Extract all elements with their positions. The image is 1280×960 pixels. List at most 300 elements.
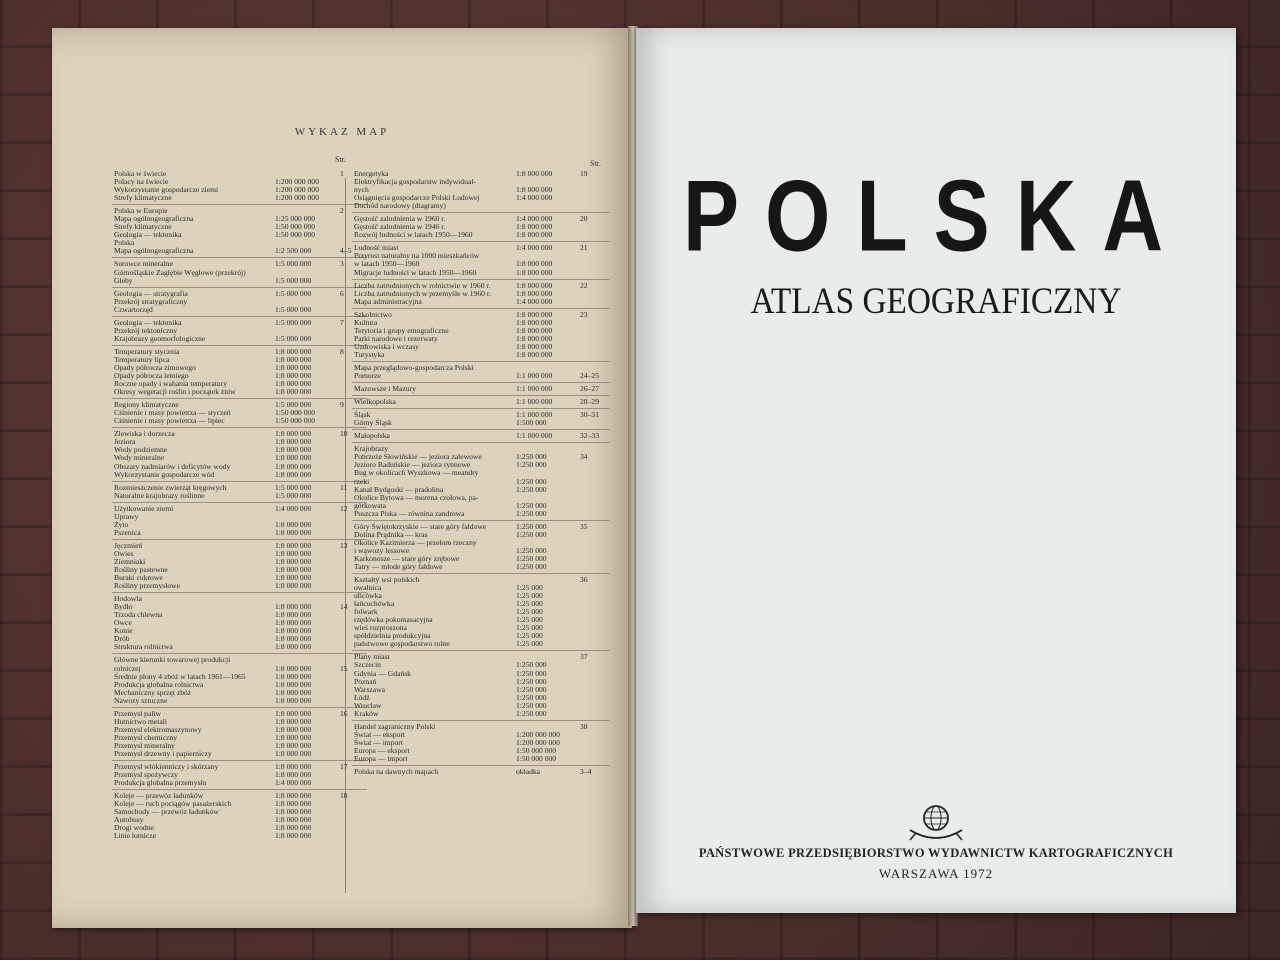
toc-entry-scale: 1:25 000 — [516, 623, 543, 633]
toc-entry-scale: 1:8 000 000 — [275, 565, 312, 575]
toc-entry-name: Wykorzystanie gospodarcze wód — [114, 469, 215, 479]
toc-group — [352, 443, 610, 520]
toc-row — [352, 494, 610, 502]
toc-entry-page: 14 — [340, 602, 348, 612]
toc-entry-name: Świat — import — [354, 737, 403, 747]
toc-row — [112, 269, 367, 277]
toc-entry-page: 30–31 — [580, 410, 599, 420]
toc-entry-name: Koleje — ruch pociągów pasażerskich — [114, 799, 232, 809]
toc-row — [352, 694, 610, 702]
toc-entry-scale: 1:8 000 000 — [275, 573, 312, 583]
toc-entry-scale: 1:5 000 000 — [275, 490, 312, 500]
toc-entry-scale: 1:1 000 000 — [516, 371, 553, 381]
toc-row — [352, 231, 610, 239]
toc-entry-scale: 1:8 000 000 — [275, 581, 312, 591]
toc-entry-name: łańcuchówka — [354, 599, 395, 609]
toc-entry-page: 8 — [340, 346, 344, 356]
toc-entry-name: Przekrój stratygraficzny — [114, 296, 188, 306]
toc-entry-name: Strefy klimatyczne — [114, 222, 172, 232]
toc-entry-name: Okolice Kazimierza — przełom rzeczny — [354, 537, 477, 547]
toc-entry-scale: 1:500 000 — [516, 418, 547, 428]
toc-group — [112, 205, 367, 258]
toc-entry-scale: 1:8 000 000 — [275, 823, 312, 833]
toc-entry-scale: 1:5 000 000 — [275, 482, 312, 492]
toc-entry-name: Okolice Bytowa — morena czołowa, pa- — [354, 492, 479, 502]
toc-entry-scale: 1:8 000 000 — [516, 288, 553, 298]
toc-entry-scale: 1:8 000 000 — [516, 325, 553, 335]
toc-entry-scale: 1:8 000 000 — [275, 791, 312, 801]
toc-entry-scale: okładka — [516, 767, 541, 777]
toc-row — [112, 643, 367, 651]
toc-entry-name: wieś rozproszona — [354, 623, 407, 633]
toc-entry-name: Wody podziemne — [114, 445, 168, 455]
toc-entry-scale: 1:5 000 000 — [275, 288, 312, 298]
toc-entry-name: rzędówka pokomasacyjna — [354, 615, 433, 625]
toc-entry-name: Jezioro Raduńskie — jeziora rynnowe — [354, 460, 471, 470]
toc-entry-name: ulicówka — [354, 591, 382, 601]
toc-entry-name: Terytoria i grupy etnograficzne — [354, 325, 449, 335]
toc-row — [112, 277, 367, 285]
toc-entry-name: Opady półrocza letniego — [114, 371, 189, 381]
toc-entry-name: Bydło — [114, 602, 133, 612]
toc-entry-scale: 1:25 000 — [516, 615, 543, 625]
toc-entry-name: Produkcja globalna przemysłu — [114, 778, 207, 788]
toc-entry-name: Kultura — [354, 317, 378, 327]
toc-row — [112, 627, 367, 635]
toc-row — [352, 432, 610, 440]
toc-group — [352, 242, 610, 279]
toc-entry-page: 2 — [340, 206, 344, 216]
toc-row — [352, 311, 610, 319]
toc-entry-name: Dolina Prądnika — kras — [354, 529, 428, 539]
toc-entry-scale: 1:8 000 000 — [275, 346, 312, 356]
toc-entry-page: 22 — [580, 280, 588, 290]
toc-entry-name: Kraków — [354, 708, 379, 718]
toc-entry-name: Góry Świętokrzyskie — stare góry fałdowe — [354, 521, 487, 531]
toc-row — [112, 595, 367, 603]
toc-entry-scale: 1:8 000 000 — [516, 185, 553, 195]
toc-entry-scale: 1:8 000 000 — [275, 387, 312, 397]
toc-entry-page: 38 — [580, 721, 588, 731]
toc-entry-name: Hodowla — [114, 594, 142, 604]
toc-entry-scale: 1:8 000 000 — [275, 799, 312, 809]
toc-entry-name: Roczne opady i wahania temperatury — [114, 379, 228, 389]
toc-entry-scale: 1:50 000 000 — [516, 745, 557, 755]
toc-group — [112, 540, 367, 593]
toc-row — [352, 563, 610, 571]
toc-group — [352, 362, 610, 383]
toc-entry-name: Mapa administracyjna — [354, 296, 422, 306]
toc-entry-scale: 1:250 000 — [516, 684, 547, 694]
toc-entry-scale: 1:8 000 000 — [275, 815, 312, 825]
toc-entry-name: spółdzielnia produkcyjna — [354, 631, 431, 641]
toc-row — [352, 469, 610, 477]
toc-entry-name: Mechaniczny sprzęt zbóż — [114, 687, 192, 697]
toc-entry-name: Okresy wegetacji roślin i początek żniw — [114, 387, 236, 397]
toc-entry-scale: 1:250 000 — [516, 545, 547, 555]
toc-entry-name: Geologia — stratygrafia — [114, 288, 188, 298]
toc-entry-scale: 1:25 000 — [516, 631, 543, 641]
toc-entry-scale: 1:8 000 000 — [516, 317, 553, 327]
toc-row — [352, 702, 610, 710]
toc-entry-name: Tatry — młode góry fałdowe — [354, 561, 443, 571]
toc-entry-name: Pszenica — [114, 527, 141, 537]
toc-entry-name: Polacy na świecie — [114, 177, 169, 187]
toc-entry-scale: 1:8 000 000 — [516, 222, 553, 232]
toc-entry-scale: 1:200 000 000 — [275, 177, 319, 187]
toc-entry-name: Turystyka — [354, 349, 385, 359]
toc-entry-name: Osiągnięcia gospodarcze Polski Ludowej — [354, 193, 480, 203]
toc-entry-scale: 1:8 000 000 — [275, 732, 312, 742]
toc-entry-name: Konie — [114, 626, 133, 636]
toc-row — [352, 269, 610, 277]
toc-entry-name: Owce — [114, 618, 132, 628]
toc-entry-scale: 1:200 000 000 — [516, 737, 560, 747]
toc-entry-scale: 1:50 000 000 — [275, 222, 316, 232]
toc-entry-name: Górnośląskie Zagłębie Węglowe (przekrój) — [114, 267, 246, 277]
toc-entry-scale: 1:250 000 — [516, 476, 547, 486]
toc-entry-name: Linie lotnicze — [114, 831, 156, 841]
toc-entry-scale: 1:4 000 000 — [516, 243, 553, 253]
toc-entry-name: rolniczej — [114, 663, 141, 673]
toc-group — [352, 521, 610, 574]
toc-entry-scale: 1:8 000 000 — [275, 371, 312, 381]
toc-entry-name: Wielkopolska — [354, 397, 396, 407]
toc-group — [352, 409, 610, 430]
toc-entry-scale: 1:25 000 — [516, 591, 543, 601]
toc-entry-name: Naturalne krajobrazy roślinne — [114, 490, 205, 500]
toc-entry-scale: 1:250 000 — [516, 692, 547, 702]
toc-entry-scale: 1:250 000 — [516, 708, 547, 718]
toc-row — [112, 505, 367, 513]
toc-entry-name: Świat — eksport — [354, 729, 406, 739]
toc-entry-name: Główne kierunki towarowej produkcji — [114, 655, 231, 665]
toc-group — [352, 213, 610, 242]
toc-row — [112, 656, 367, 664]
toc-entry-name: Wody mineralne — [114, 453, 165, 463]
toc-entry-scale: 1:8 000 000 — [275, 663, 312, 673]
toc-entry-scale: 1:250 000 — [516, 660, 547, 670]
toc-entry-scale: 1:8 000 000 — [516, 267, 553, 277]
toc-right-column — [352, 168, 610, 778]
toc-entry-name: Polska w świecie — [114, 169, 167, 178]
toc-entry-name: Uzdrowiska i wczasy — [354, 341, 419, 351]
toc-entry-name: Gleby — [114, 275, 133, 285]
toc-entry-page: 37 — [580, 652, 588, 662]
toc-entry-name: Krajobrazy — [354, 444, 389, 454]
toc-group — [112, 399, 367, 428]
toc-entry-scale: 1:8 000 000 — [516, 341, 553, 351]
toc-row — [112, 808, 367, 816]
toc-entry-scale: 1:2 500 000 — [275, 246, 312, 256]
toc-entry-scale: 1:8 000 000 — [275, 437, 312, 447]
toc-entry-scale: 1:4 000 000 — [516, 193, 553, 203]
toc-entry-scale: 1:8 000 000 — [275, 770, 312, 780]
toc-entry-page: 17 — [340, 762, 348, 772]
toc-group — [112, 428, 367, 481]
toc-group — [112, 346, 367, 399]
toc-group — [352, 721, 610, 766]
toc-entry-name: Ziemniaki — [114, 556, 146, 566]
toc-row — [112, 388, 367, 396]
toc-entry-name: Rozmieszczenie zwierząt kręgowych — [114, 482, 227, 492]
toc-entry-name: Owies — [114, 548, 134, 558]
toc-entry-name: Drogi wodne — [114, 823, 154, 833]
toc-entry-page: 6 — [340, 288, 344, 298]
toc-entry-scale: 1:8 000 000 — [275, 762, 312, 772]
toc-row — [352, 768, 610, 776]
toc-entry-name: Średnie plony 4 zbóż w latach 1961—1965 — [114, 671, 246, 681]
toc-entry-name: Liczba zatrudnionych w rolnictwie w 1960 r. — [354, 280, 491, 290]
toc-row — [352, 653, 610, 661]
toc-entry-name: Struktura rolnictwa — [114, 642, 173, 652]
toc-entry-name: Ciśnienie i masy powietrza — styczeń — [114, 408, 231, 418]
toc-row — [352, 298, 610, 306]
toc-row — [112, 619, 367, 627]
toc-entry-name: Czwartorzęd — [114, 304, 153, 314]
toc-entry-scale: 1:5 000 000 — [275, 275, 312, 285]
toc-entry-name: Geologia — tektonika — [114, 230, 182, 240]
toc-entry-page: 34 — [580, 452, 588, 462]
toc-entry-scale: 1:25 000 000 — [275, 214, 316, 224]
toc-entry-name: górkowata — [354, 500, 387, 510]
toc-entry-name: Kształty wsi polskich — [354, 575, 420, 585]
toc-entry-scale: 1:8 000 000 — [275, 695, 312, 705]
toc-entry-name: Europa — eksport — [354, 745, 410, 755]
toc-entry-page: 13 — [340, 540, 348, 550]
toc-entry-scale: 1:8 000 000 — [275, 540, 312, 550]
toc-entry-name: Dochód narodowy (diagramy) — [354, 201, 446, 211]
toc-entry-name: Uprawy — [114, 511, 139, 521]
toc-entry-scale: 1:8 000 000 — [516, 333, 553, 343]
toc-group — [352, 396, 610, 409]
toc-row — [352, 419, 610, 427]
toc-row — [352, 202, 610, 210]
toc-entry-page: 15 — [340, 663, 348, 673]
toc-row — [112, 611, 367, 619]
toc-entry-name: Ciśnienie i masy powietrza — lipiec — [114, 416, 225, 426]
toc-entry-scale: 1:250 000 — [516, 700, 547, 710]
toc-entry-scale: 1:250 000 — [516, 452, 547, 462]
toc-entry-name: Samochody — przewóz ładunków — [114, 807, 219, 817]
toc-row — [352, 510, 610, 518]
toc-entry-name: Autobusy — [114, 815, 144, 825]
toc-entry-name: Handel zagraniczny Polski — [354, 721, 436, 731]
toc-title: WYKAZ MAP — [294, 126, 390, 138]
toc-entry-name: Kanał Bydgoski — pradolina — [354, 484, 444, 494]
toc-entry-name: Elektryfikacja gospodarstw indywidual- — [354, 177, 476, 187]
toc-row — [112, 417, 367, 425]
toc-entry-scale: 1:4 000 000 — [275, 778, 312, 788]
toc-entry-name: Geologia — tektonika — [114, 317, 182, 327]
toc-entry-name: Mapa przeglądowo-gospodarcza Polski — [354, 362, 474, 372]
toc-row — [112, 231, 367, 239]
toc-entry-name: Krajobrazy geomorfologiczne — [114, 333, 206, 343]
toc-entry-name: Polska — [114, 238, 135, 248]
toc-entry-name: Hutnictwo metali — [114, 716, 167, 726]
toc-group — [112, 168, 367, 205]
toc-row — [352, 351, 610, 359]
toc-entry-name: Trzoda chlewna — [114, 610, 163, 620]
publisher-name: PAŃSTWOWE PRZEDSIĘBIORSTWO WYDAWNICTW KARTOGRAFICZNYCH — [698, 846, 1174, 860]
toc-row — [352, 640, 610, 648]
toc-group — [352, 280, 610, 309]
toc-entry-name: Rośliny przemysłowe — [114, 581, 181, 591]
toc-entry-name: Szczecin — [354, 660, 381, 670]
toc-entry-name: Przemysł drzewny i papierniczy — [114, 749, 212, 758]
toc-entry-scale: 1:8 000 000 — [275, 556, 312, 566]
toc-row — [112, 542, 367, 550]
toc-row — [112, 750, 367, 758]
toc-entry-page: 36 — [580, 575, 588, 585]
toc-entry-scale: 1:8 000 000 — [275, 602, 312, 612]
toc-entry-name: Rośliny pastewne — [114, 565, 168, 575]
toc-entry-page: 24–25 — [580, 371, 599, 381]
toc-row — [352, 343, 610, 351]
toc-entry-name: Gęstość zaludnienia w 1960 r. — [354, 214, 446, 224]
toc-entry-scale: 1:50 000 000 — [516, 754, 557, 763]
toc-entry-scale: 1:4 000 000 — [275, 503, 312, 513]
cover-subtitle: ATLAS GEOGRAFICZNY — [750, 281, 1122, 322]
toc-entry-scale: 1:8 000 000 — [516, 230, 553, 240]
toc-entry-page: 1 — [340, 169, 344, 178]
toc-group — [112, 593, 367, 654]
toc-entry-name: Liczba zatrudnionych w przemyśle w 1960 r. — [354, 288, 491, 298]
toc-entry-scale: 1:250 000 — [516, 676, 547, 686]
toc-row — [112, 492, 367, 500]
toc-entry-name: Temperatury stycznia — [114, 346, 180, 356]
toc-entry-name: Warszawa — [354, 684, 386, 694]
toc-entry-page: 7 — [340, 317, 344, 327]
toc-entry-page: 11 — [340, 482, 348, 492]
toc-entry-page: 12 — [340, 503, 348, 513]
toc-entry-scale: 1:8 000 000 — [275, 679, 312, 689]
toc-row — [352, 385, 610, 393]
page-column-label-left: Str. — [335, 155, 346, 164]
toc-entry-page: 28–29 — [580, 397, 599, 407]
toc-entry-scale: 1:25 000 — [516, 639, 543, 649]
toc-entry-name: Strefy klimatyczne — [114, 193, 172, 203]
toc-entry-scale: 1:8 000 000 — [275, 354, 312, 364]
cover-title: POLSKA — [682, 159, 1190, 272]
toc-entry-scale: 1:8 000 000 — [275, 445, 312, 455]
toc-entry-scale: 1:1 000 000 — [516, 384, 553, 394]
toc-entry-scale: 1:8 000 000 — [275, 453, 312, 463]
toc-entry-scale: 1:250 000 — [516, 460, 547, 470]
toc-entry-name: nych — [354, 185, 369, 195]
toc-entry-scale: 1:8 000 000 — [275, 548, 312, 558]
toc-entry-scale: 1:8 000 000 — [516, 169, 553, 178]
toc-page — [52, 28, 632, 928]
toc-entry-scale: 1:8 000 000 — [275, 461, 312, 471]
toc-entry-name: Przemysł włókienniczy i skórzany — [114, 762, 219, 772]
toc-group — [352, 651, 610, 720]
toc-entry-scale: 1:250 000 — [516, 553, 547, 563]
toc-row — [112, 513, 367, 521]
toc-entry-scale: 1:8 000 000 — [516, 259, 553, 269]
toc-entry-name: owalnica — [354, 583, 382, 593]
toc-entry-name: państwowe gospodarstwo rolne — [354, 639, 450, 649]
toc-entry-name: Bug w okolicach Wyszkowa — meandry — [354, 468, 479, 478]
toc-entry-scale: 1:8 000 000 — [275, 618, 312, 628]
toc-entry-name: Śląsk — [354, 410, 371, 420]
toc-entry-name: Energetyka — [354, 169, 389, 178]
toc-entry-name: Produkcja globalna rolnictwa — [114, 679, 204, 689]
toc-entry-name: Opady półrocza zimowego — [114, 362, 196, 372]
toc-entry-scale: 1:8 000 000 — [275, 626, 312, 636]
toc-entry-scale: 1:8 000 000 — [275, 740, 312, 750]
toc-entry-scale: 1:200 000 000 — [275, 193, 319, 203]
toc-entry-scale: 1:4 000 000 — [516, 296, 553, 306]
toc-row — [112, 430, 367, 438]
toc-entry-page: 3–4 — [580, 767, 592, 777]
toc-entry-scale: 1:8 000 000 — [275, 724, 312, 734]
toc-row — [352, 670, 610, 678]
toc-entry-name: Przemysł mineralny — [114, 740, 175, 750]
city-year: WARSZAWA 1972 — [878, 866, 994, 881]
cover-page — [636, 28, 1236, 913]
toc-entry-name: Wykorzystanie gospodarcze ziemi — [114, 185, 219, 195]
toc-row — [352, 584, 610, 592]
toc-entry-scale: 1:8 000 000 — [275, 687, 312, 697]
toc-entry-scale: 1:1 000 000 — [516, 410, 553, 420]
toc-entry-name: Przyrost naturalny na 1000 mieszkańców — [354, 251, 480, 261]
toc-entry-scale: 1:250 000 — [516, 668, 547, 678]
toc-entry-name: Mapa ogólnogeograficzna — [114, 246, 194, 256]
toc-entry-name: Szkolnictwo — [354, 309, 392, 319]
toc-entry-scale: 1:1 000 000 — [516, 431, 553, 441]
toc-row — [352, 755, 610, 763]
toc-entry-scale: 1:8 000 000 — [275, 519, 312, 529]
toc-entry-name: Poznań — [354, 676, 377, 686]
toc-entry-scale: 1:4 000 000 — [516, 214, 553, 224]
toc-row — [112, 779, 367, 787]
toc-entry-scale: 1:5 000 000 — [275, 304, 312, 314]
toc-entry-name: Żyto — [114, 519, 129, 529]
toc-group — [112, 790, 367, 842]
toc-entry-scale: 1:8 000 000 — [275, 642, 312, 652]
toc-group — [352, 309, 610, 362]
toc-entry-page: 10 — [340, 429, 348, 439]
toc-entry-name: Temperatury lipca — [114, 354, 170, 364]
toc-group — [352, 430, 610, 443]
toc-entry-scale: 1:8 000 000 — [275, 429, 312, 439]
page-column-label-right: Str. — [590, 159, 601, 168]
toc-group — [112, 482, 367, 503]
toc-entry-page: 21 — [580, 243, 588, 253]
toc-entry-page: 32–33 — [580, 431, 599, 441]
toc-row — [112, 306, 367, 314]
toc-entry-scale: 1:8 000 000 — [275, 634, 312, 644]
toc-entry-page: 9 — [340, 400, 344, 410]
toc-entry-name: Górny Śląsk — [354, 418, 392, 428]
toc-entry-scale: 1:50 000 000 — [275, 416, 316, 426]
toc-entry-name: Europa — import — [354, 754, 408, 763]
toc-row — [352, 678, 610, 686]
toc-row — [352, 398, 610, 406]
toc-entry-name: Przemysł paliw — [114, 708, 162, 718]
toc-entry-name: w latach 1950—1960 — [354, 259, 420, 269]
toc-entry-name: Jeziora — [114, 437, 136, 447]
toc-entry-page: 20 — [580, 214, 588, 224]
toc-row — [352, 364, 610, 372]
toc-entry-scale: 1:8 000 000 — [275, 807, 312, 817]
toc-entry-scale: 1:8 000 000 — [275, 671, 312, 681]
toc-row — [112, 832, 367, 840]
toc-row — [112, 194, 367, 202]
toc-row — [112, 335, 367, 343]
toc-entry-name: Koleje — przewóz ładunków — [114, 791, 204, 801]
